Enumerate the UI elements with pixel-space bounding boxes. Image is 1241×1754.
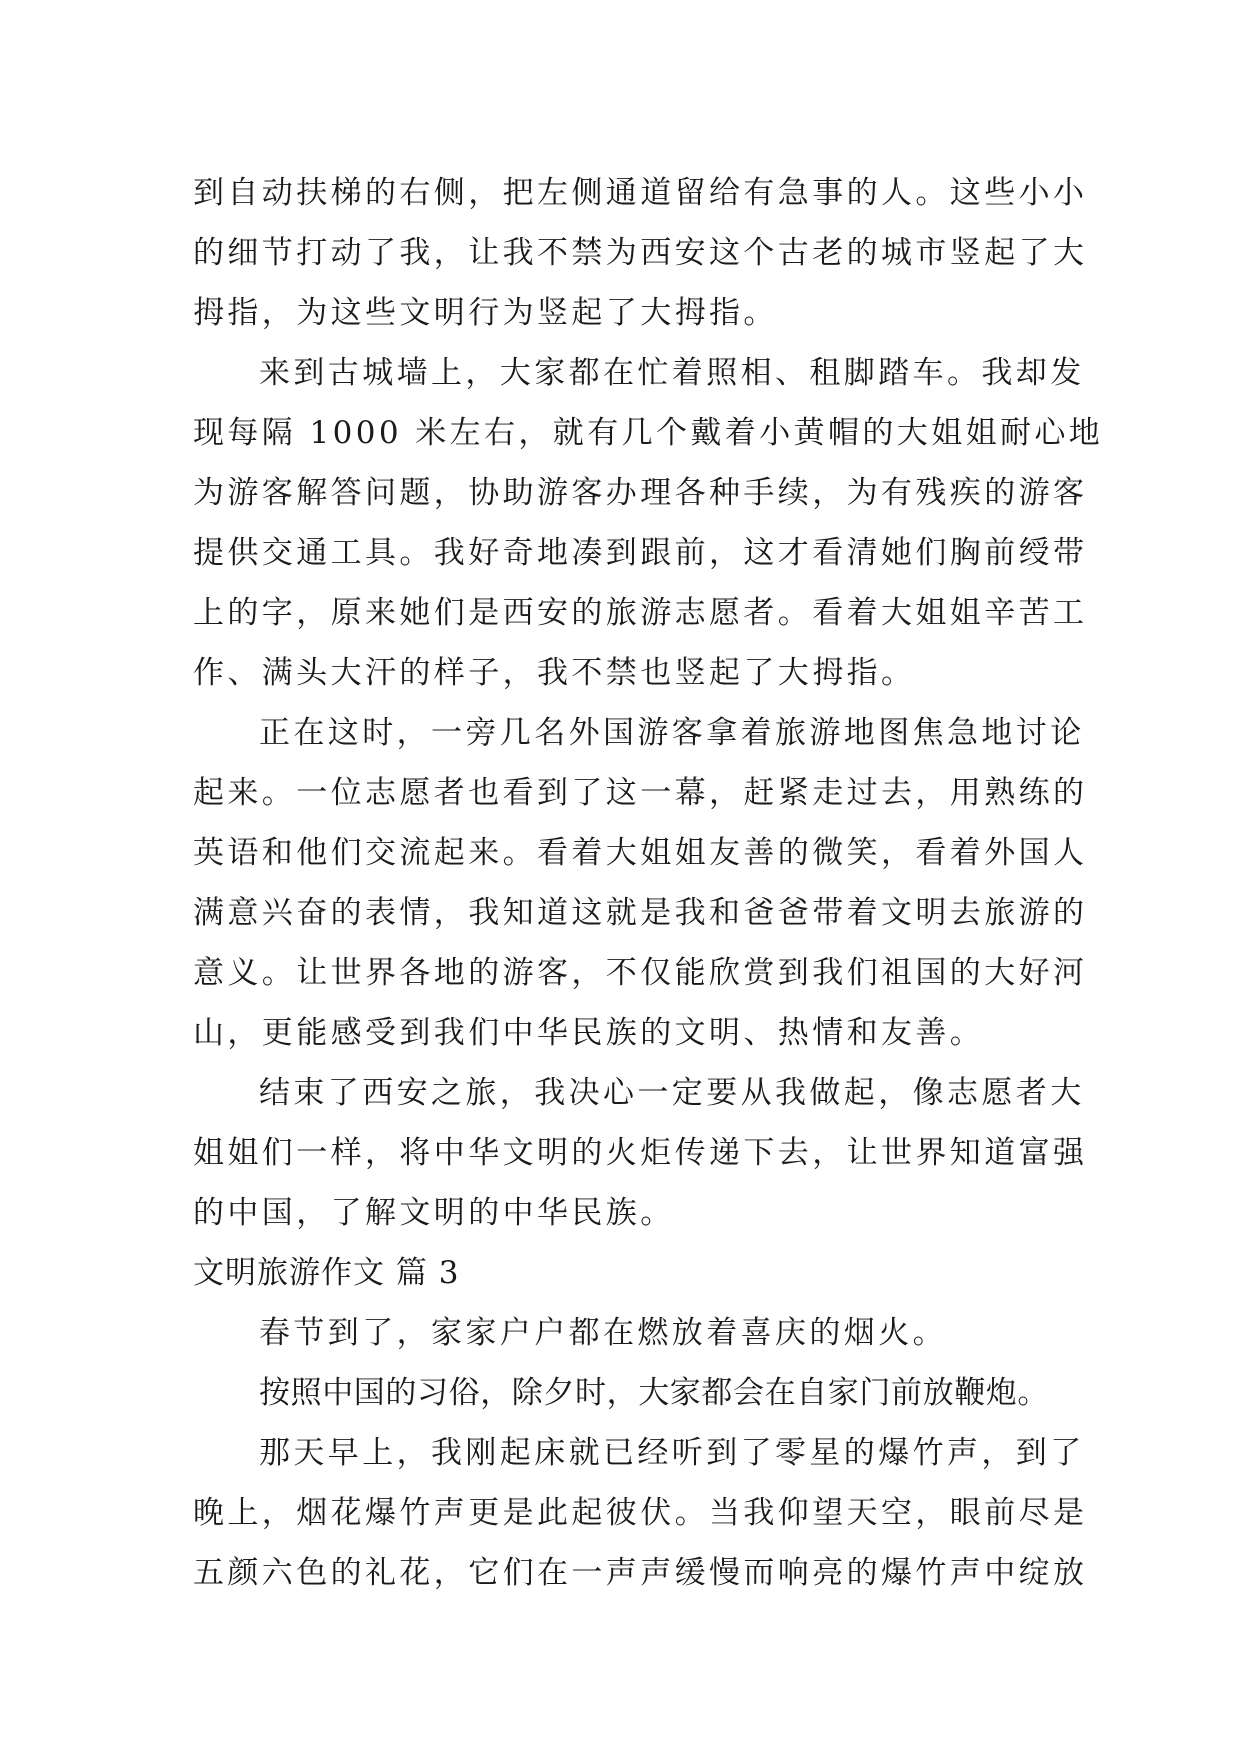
- text-line: 英语和他们交流起来。看着大姐姐友善的微笑，看着外国人: [193, 835, 1088, 871]
- text-line: 意义。让世界各地的游客，不仅能欣赏到我们祖国的大好河: [193, 955, 1088, 991]
- text-line: 的细节打动了我，让我不禁为西安这个古老的城市竖起了大: [193, 235, 1088, 271]
- paragraph: [193, 343, 1104, 703]
- text-line: 提供交通工具。我好奇地凑到跟前，这才看清她们胸前绶带: [193, 535, 1088, 571]
- text-line: 五颜六色的礼花，它们在一声声缓慢而响亮的爆竹声中绽放: [193, 1555, 1088, 1591]
- text-line: 满意兴奋的表情，我知道这就是我和爸爸带着文明去旅游的: [193, 895, 1088, 931]
- paragraph: [193, 1063, 1088, 1243]
- text-line: 正在这时，一旁几名外国游客拿着旅游地图焦急地讨论: [259, 715, 1085, 751]
- text-line: 拇指，为这些文明行为竖起了大拇指。: [193, 295, 778, 331]
- text-line: 晚上，烟花爆竹声更是此起彼伏。当我仰望天空，眼前尽是: [193, 1495, 1088, 1531]
- text-line: 来到古城墙上，大家都在忙着照相、租脚踏车。我却发: [259, 355, 1085, 391]
- section-heading: 文明旅游作文 篇 3: [193, 1255, 460, 1291]
- text-line: 的中国，了解文明的中华民族。: [193, 1195, 675, 1231]
- paragraph: [193, 703, 1088, 1063]
- text-line: 按照中国的习俗，除夕时，大家都会在自家门前放鞭炮。: [259, 1375, 1049, 1411]
- text-line: 结束了西安之旅，我决心一定要从我做起，像志愿者大: [259, 1075, 1085, 1111]
- text-line: 春节到了，家家户户都在燃放着喜庆的烟火。: [259, 1315, 947, 1351]
- paragraph: [193, 163, 1088, 343]
- document-body: [193, 163, 1104, 1603]
- text-line: 为游客解答问题，协助游客办理各种手续，为有残疾的游客: [193, 475, 1088, 511]
- text-line: 姐姐们一样，将中华文明的火炬传递下去，让世界知道富强: [193, 1135, 1088, 1171]
- text-line: 现每隔 1000 米左右，就有几个戴着小黄帽的大姐姐耐心地: [193, 415, 1104, 451]
- text-line: 到自动扶梯的右侧，把左侧通道留给有急事的人。这些小小: [193, 175, 1088, 211]
- text-line: 上的字，原来她们是西安的旅游志愿者。看着大姐姐辛苦工: [193, 595, 1088, 631]
- paragraph: [193, 1303, 1053, 1363]
- text-line: 山，更能感受到我们中华民族的文明、热情和友善。: [193, 1015, 985, 1051]
- text-line: 起来。一位志愿者也看到了这一幕，赶紧走过去，用熟练的: [193, 775, 1088, 811]
- text-line: 那天早上，我刚起床就已经听到了零星的爆竹声，到了: [259, 1435, 1085, 1471]
- paragraph: [193, 1363, 1053, 1423]
- text-line: 作、满头大汗的样子，我不禁也竖起了大拇指。: [193, 655, 916, 691]
- paragraph: [193, 1423, 1088, 1603]
